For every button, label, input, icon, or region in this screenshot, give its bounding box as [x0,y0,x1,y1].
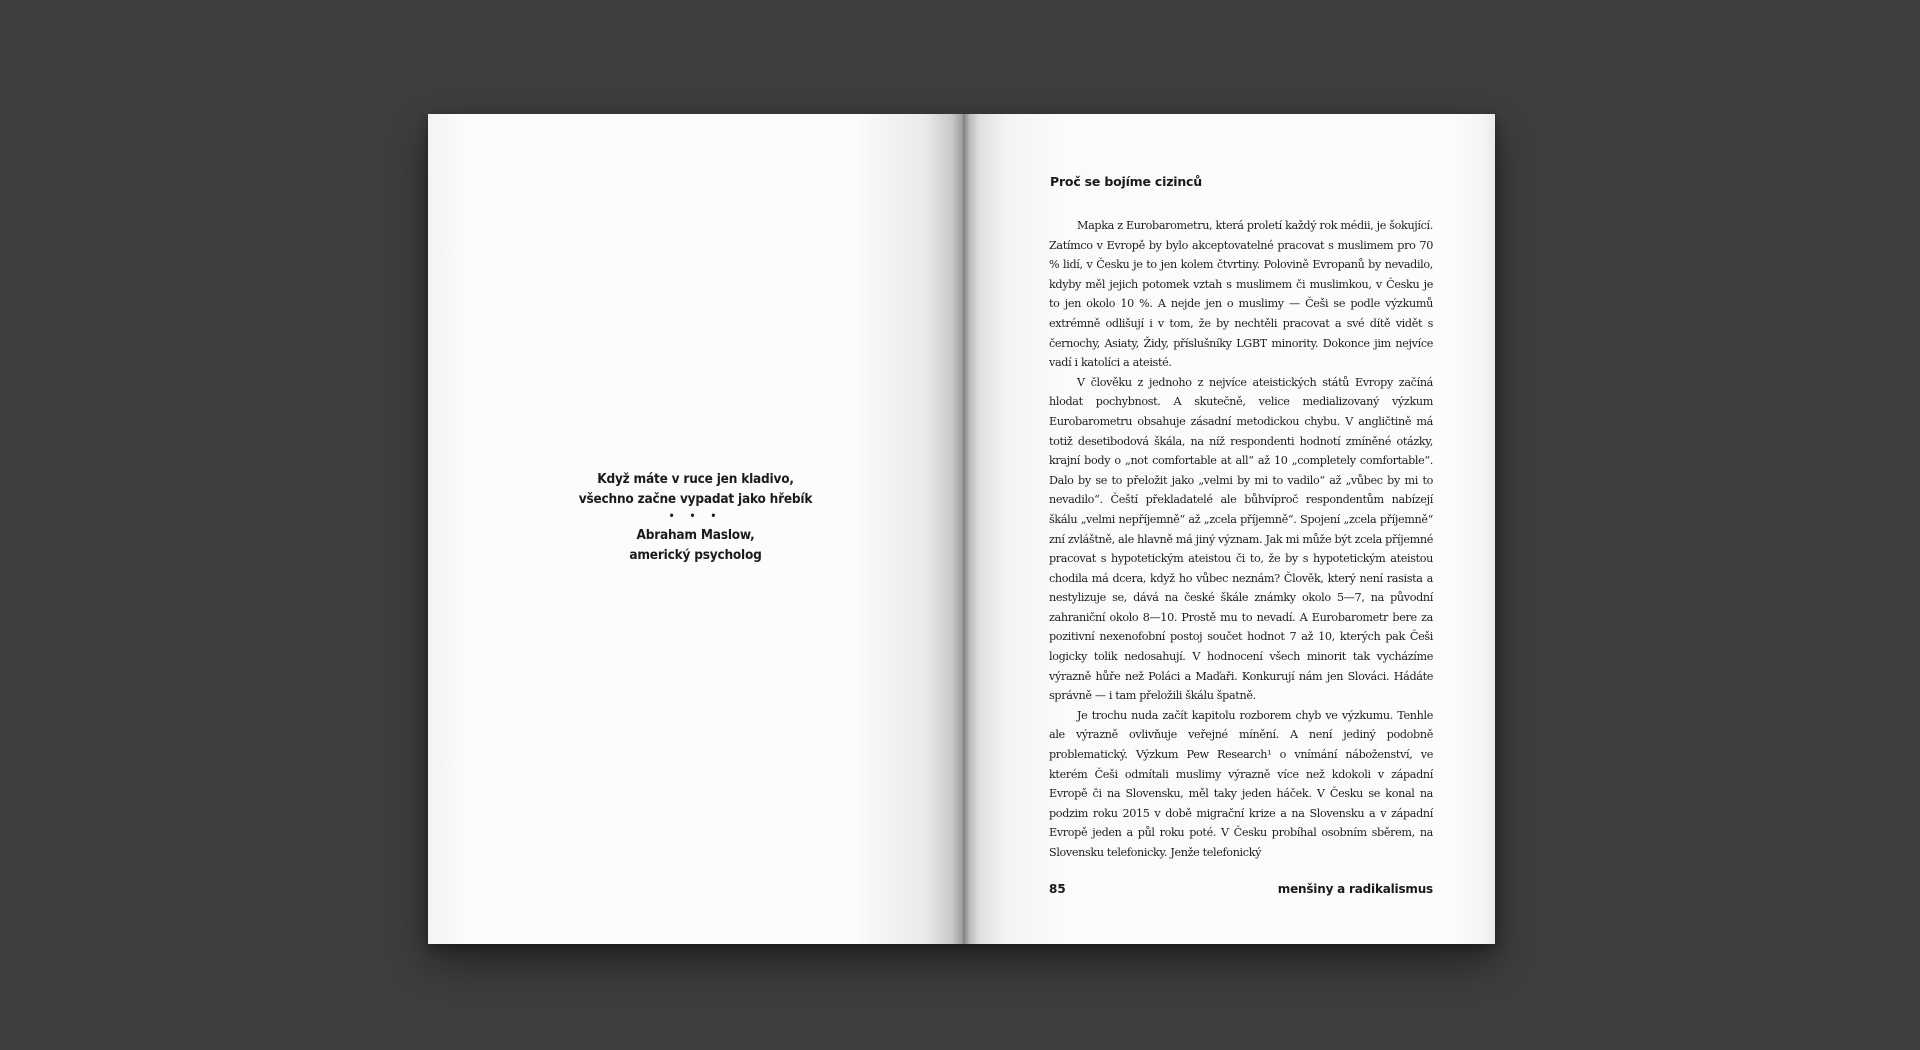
paragraph: V člověku z jednoho z nejvíce ateistických států Evropy začíná hlodat pochybnost. A skutečně, velice medializovaný výzkum Eurobarometru obsahuje zásadní metodickou chybu. V angličtině má totiž desetibodová škála, na níž respondenti hodnotí zmíněné otázky, krajní body o „not comfortable at all“ až 10 „completely comfortable“. Dalo by se to přeložit jako „velmi by mi to vadilo“ až „vůbec by mi to nevadilo“. Čeští překladatelé ale bůhvíproč respondentům nabízejí škálu „velmi nepříjemně“ až „zcela příjemně“. Spojení „zcela příjemně“ zní zvláštně, ale hlavně má jiný význam. Jak mi může být zcela příjemné pracovat s hypotetickým ateistou či to, že by s hypotetickým ateistou chodila má dcera, když ho vůbec neznám? Člověk, který není rasista a nestylizuje se, dává na české škále známky okolo 5—7, na původní zahraniční okolo 8—10. Prostě mu to nevadí. A Eurobarometr bere za pozitivní nexenofobní postoj součet hodnot 7 až 10, kterých pak Češi logicky tolik nedosahují. V hodnocení všech minorit tak vycházíme výrazně hůře než Poláci a Maďaři. Konkurují nám jen Slováci. Hádáte správně — i tam přeložili škálu špatně. [1049,375,1433,703]
paragraph: Mapka z Eurobarometru, která proletí každý rok médii, je šokující. Zatímco v Evropě by bylo akceptovatelné pracovat s muslimem pro 70 % lidí, v Česku je to jen kolem čtvrtiny. Polovině Evropanů by nevadilo, kdyby měl jejich potomek vztah s muslimem či muslimkou, v Česku je to jen okolo 10 %. A nejde jen o muslimy — Češi se podle výzkumů extrémně odlišují i v tom, že by nechtěli pracovat a své dítě vidět s černochy, Asiaty, Židy, příslušníky LGBT minority. Dokonce jim nejvíce vadí i katolíci a ateisté. [1049,219,1433,370]
quote-line: Když máte v ruce jen kladivo, [597,471,794,487]
epigraph [428,469,963,565]
quote-author: Abraham Maslow, [636,527,755,543]
body-text [1049,216,1433,863]
page-number: 85 [1049,882,1066,896]
chapter-title: Proč se bojíme cizinců [1050,174,1202,189]
paragraph: Je trochu nuda začít kapitolu rozborem chyb ve výzkumu. Tenhle ale výrazně ovlivňuje veřejné mínění. A není jediný podobně problematický. Výzkum Pew Research¹ o vnímání náboženství, ve kterém Češi odmítali muslimy výrazně více než kdokoli v západní Evropě či na Slovensku, měl taky jeden háček. V Česku se konal na podzim roku 2015 v době migrační krize a na Slovensku a v západní Evropě jeden a půl roku poté. V Česku probíhal osobním sběrem, na Slovensku telefonicky. Jenže telefonický [1049,708,1433,859]
right-page [963,114,1495,944]
open-book [428,114,1495,944]
left-page [428,114,963,944]
separator-dots: • • • [668,511,723,522]
quote-line: všechno začne vypadat jako hřebík [578,491,813,507]
quote-author-description: americký psycholog [629,547,762,563]
running-title: menšiny a radikalismus [1277,882,1433,896]
